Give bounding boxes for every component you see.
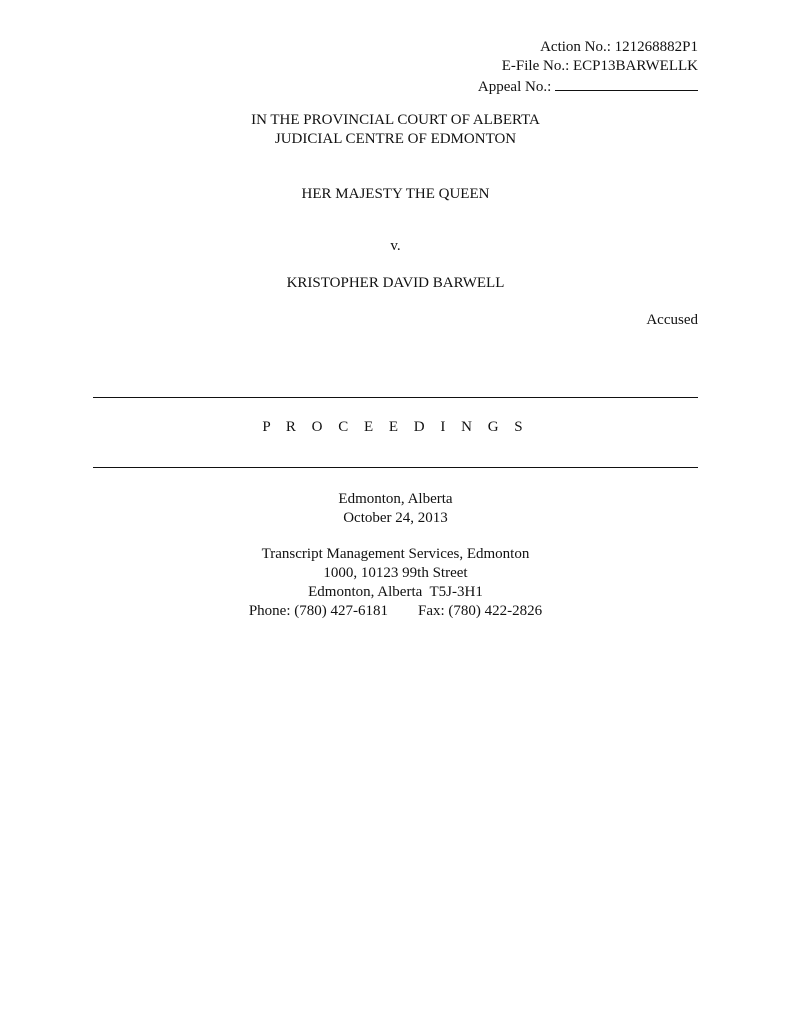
proceedings-place: Edmonton, Alberta	[338, 491, 453, 507]
crown-party: HER MAJESTY THE QUEEN	[301, 186, 490, 202]
transcriber-address-city: Edmonton, Alberta T5J-3H1	[308, 584, 483, 600]
transcriber-name: Transcript Management Services, Edmonton	[261, 546, 530, 562]
phone-number: Phone: (780) 427-6181	[248, 603, 388, 619]
judicial-centre: JUDICIAL CENTRE OF EDMONTON	[274, 131, 517, 147]
efile-number: E-File No.: ECP13BARWELLK	[501, 58, 698, 74]
appeal-number-line	[478, 76, 698, 97]
appeal-number-label: Appeal No.:	[477, 79, 552, 95]
transcriber-address-street: 1000, 10123 99th Street	[323, 565, 468, 581]
action-number: Action No.: 121268882P1	[540, 39, 698, 55]
divider-bottom	[93, 467, 698, 468]
proceedings-place-date	[0, 490, 791, 528]
transcriber-block	[0, 545, 791, 621]
appeal-number-blank	[555, 76, 698, 91]
file-info-block	[478, 38, 698, 97]
court-name: IN THE PROVINCIAL COURT OF ALBERTA	[251, 112, 540, 128]
fax-number: Fax: (780) 422-2826	[418, 603, 543, 619]
versus-text: v.	[390, 238, 401, 254]
proceedings-date: October 24, 2013	[343, 510, 448, 526]
accused-label: Accused	[646, 312, 698, 328]
proceedings-heading: P R O C E E D I N G S	[262, 419, 529, 435]
contact-line	[0, 602, 791, 621]
divider-top	[93, 397, 698, 398]
accused-name: KRISTOPHER DAVID BARWELL	[286, 275, 505, 291]
court-heading	[0, 111, 791, 149]
